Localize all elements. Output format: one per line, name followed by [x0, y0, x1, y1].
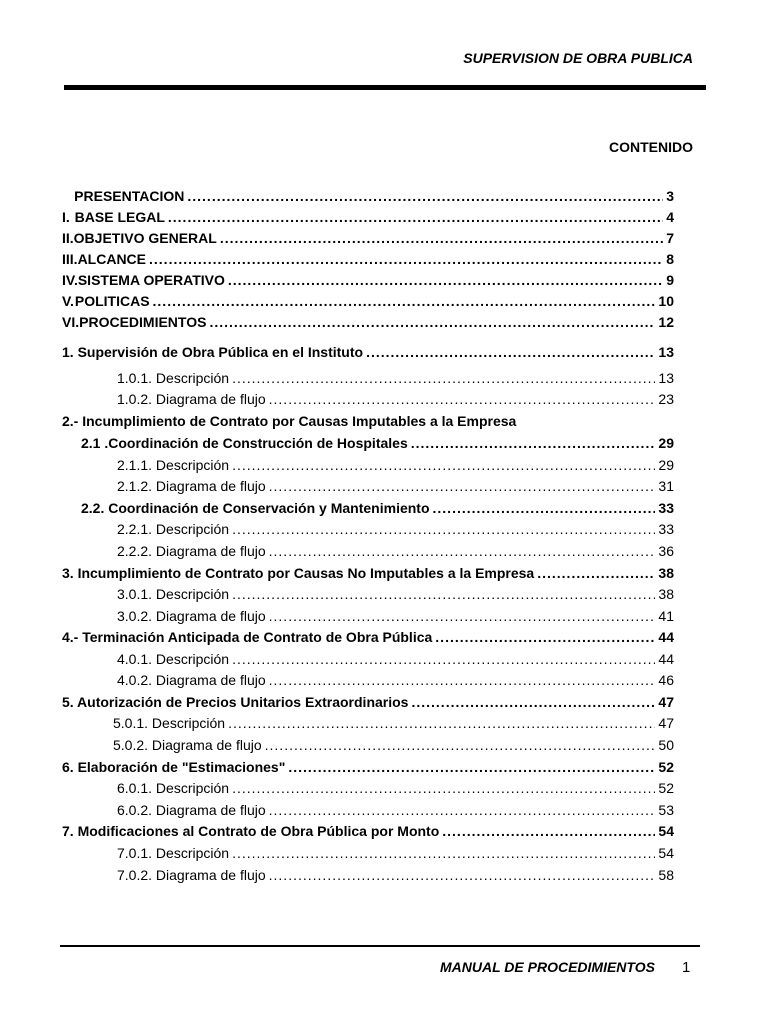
toc-entry[interactable]	[117, 584, 674, 604]
toc-entry[interactable]	[62, 627, 674, 647]
toc-entry-page: 23	[658, 391, 674, 407]
toc-entry[interactable]	[117, 389, 674, 409]
dot-leader	[220, 228, 663, 248]
toc-entry[interactable]	[113, 713, 674, 733]
dot-leader	[232, 455, 655, 475]
toc-entry-label: 3.0.2. Diagrama de flujo	[117, 608, 266, 624]
toc-entry[interactable]	[117, 670, 674, 690]
toc-entry-page: 58	[658, 867, 674, 883]
toc-entry-label: 6.0.1. Descripción	[117, 780, 230, 796]
toc-entry-page: 38	[658, 565, 674, 581]
toc-entry[interactable]	[62, 291, 674, 311]
toc-entry-page: 3	[666, 188, 674, 204]
toc-entry-label: 4.0.1. Descripción	[117, 651, 230, 667]
toc-entry-page: 12	[658, 314, 674, 330]
toc-entry-label: PROCEDIMIENTOS	[79, 314, 207, 330]
toc-entry[interactable]	[62, 228, 674, 248]
header-rule	[64, 85, 706, 90]
dot-leader	[228, 270, 663, 290]
toc-entry-label: 7.0.1. Descripción	[117, 845, 230, 861]
toc-entry-label: 4.- Terminación Anticipada de Contrato de Obra Pública	[62, 629, 433, 645]
toc-entry-label: OBJETIVO GENERAL	[73, 230, 217, 246]
toc-entry[interactable]	[81, 498, 674, 518]
dot-leader	[366, 342, 655, 362]
toc-entry-page: 47	[658, 694, 674, 710]
dot-leader	[187, 186, 663, 206]
toc-entry[interactable]	[117, 865, 674, 885]
toc-entry[interactable]	[117, 606, 674, 626]
toc-entry-label: 2.2.1. Descripción	[117, 521, 230, 537]
toc-entry[interactable]	[62, 411, 674, 431]
dot-leader	[149, 249, 663, 269]
dot-leader	[228, 713, 655, 733]
toc-entry-page: 8	[666, 251, 674, 267]
toc-entry-page: 53	[658, 802, 674, 818]
toc-entry-number: II.	[62, 230, 74, 246]
toc-entry-page: 33	[658, 521, 674, 537]
dot-leader	[537, 563, 655, 583]
toc-entry-page: 33	[658, 500, 674, 516]
toc-entry-number: VI.	[62, 314, 80, 330]
dot-leader	[411, 692, 655, 712]
dot-leader	[269, 541, 656, 561]
toc-entry-label: 2.2.2. Diagrama de flujo	[117, 543, 266, 559]
toc-entry-page: 44	[658, 651, 674, 667]
toc-entry[interactable]	[62, 692, 674, 712]
dot-leader	[288, 757, 655, 777]
toc-entry[interactable]	[62, 821, 674, 841]
toc-entry-page: 41	[658, 608, 674, 624]
dot-leader	[232, 519, 655, 539]
toc-entry-label: 1. Supervisión de Obra Pública en el Instituto	[62, 344, 364, 360]
dot-leader	[232, 584, 655, 604]
toc-entry-label: 2.1.1. Descripción	[117, 457, 230, 473]
toc-entry-label: 2.- Incumplimiento de Contrato por Causas Imputables a la Empresa	[62, 413, 517, 429]
toc-entry-page: 13	[658, 370, 674, 386]
toc-entry-page: 50	[658, 737, 674, 753]
toc-entry-page: 38	[658, 586, 674, 602]
toc-entry-page: 46	[658, 672, 674, 688]
toc-entry-page: 9	[666, 272, 674, 288]
toc-entry-label: 2.2. Coordinación de Conservación y Mantenimiento	[81, 500, 430, 516]
toc-entry-label: 7.0.2. Diagrama de flujo	[117, 867, 266, 883]
dot-leader	[265, 735, 656, 755]
dot-leader	[232, 649, 655, 669]
toc-entry-label: 6.0.2. Diagrama de flujo	[117, 802, 266, 818]
toc-entry-label: 6. Elaboración de "Estimaciones"	[62, 759, 286, 775]
dot-leader	[269, 476, 656, 496]
toc-entry-page: 47	[658, 715, 674, 731]
toc-entry-page: 29	[658, 435, 674, 451]
toc-entry-number: III.	[62, 251, 78, 267]
toc-entry[interactable]	[117, 649, 674, 669]
running-header-title: SUPERVISION DE OBRA PUBLICA	[463, 50, 693, 66]
toc-entry[interactable]	[117, 476, 674, 496]
dot-leader	[435, 627, 655, 647]
dot-leader	[269, 670, 656, 690]
toc-entry[interactable]	[62, 249, 674, 269]
page-number: 1	[682, 959, 691, 976]
toc-entry-label: 1.0.1. Descripción	[117, 370, 230, 386]
toc-entry-page: 4	[666, 209, 674, 225]
dot-leader	[269, 865, 656, 885]
toc-entry-label: ALCANCE	[77, 251, 147, 267]
dot-leader	[269, 389, 656, 409]
toc-entry-label: PRESENTACION	[74, 188, 185, 204]
toc-entry[interactable]	[117, 455, 674, 475]
toc-entry-label: 2.1 .Coordinación de Construcción de Hospitales	[81, 435, 408, 451]
toc-entry[interactable]	[117, 843, 674, 863]
dot-leader	[232, 368, 655, 388]
toc-entry[interactable]	[117, 800, 674, 820]
toc-entry[interactable]	[117, 541, 674, 561]
toc-entry-page: 7	[666, 230, 674, 246]
toc-entry[interactable]	[117, 778, 674, 798]
toc-entry-page: 10	[658, 293, 674, 309]
toc-entry[interactable]	[81, 433, 674, 453]
toc-entry[interactable]	[117, 519, 674, 539]
toc-entry-number: I.	[62, 209, 70, 225]
dot-leader	[269, 606, 656, 626]
toc-entry-label: 2.1.2. Diagrama de flujo	[117, 478, 266, 494]
dot-leader	[168, 207, 663, 227]
toc-entry-label: 3. Incumplimiento de Contrato por Causas No Imputables a la Empresa	[62, 565, 535, 581]
toc-entry-page: 54	[658, 845, 674, 861]
dot-leader	[442, 821, 655, 841]
toc-entry-page: 54	[658, 823, 674, 839]
dot-leader	[269, 800, 656, 820]
toc-entry[interactable]	[117, 368, 674, 388]
dot-leader	[209, 312, 655, 332]
toc-entry-label: 5.0.2. Diagrama de flujo	[113, 737, 262, 753]
toc-entry-page: 52	[658, 759, 674, 775]
toc-entry-page: 31	[658, 478, 674, 494]
toc-entry[interactable]	[113, 735, 674, 755]
toc-entry-label: SISTEMA OPERATIVO	[77, 272, 225, 288]
dot-leader	[153, 291, 656, 311]
toc-entry[interactable]	[62, 563, 674, 583]
dot-leader	[232, 843, 655, 863]
toc-entry-number: IV.	[62, 272, 78, 288]
toc-entry-page: 29	[658, 457, 674, 473]
running-footer-title: MANUAL DE PROCEDIMIENTOS	[440, 959, 655, 975]
dot-leader	[433, 498, 656, 518]
toc-entry[interactable]	[62, 342, 674, 362]
toc-entry-label: 5. Autorización de Precios Unitarios Extraordinarios	[62, 694, 409, 710]
toc-entry[interactable]	[62, 207, 674, 227]
toc-entry[interactable]	[62, 312, 674, 332]
toc-entry-label: 1.0.2. Diagrama de flujo	[117, 391, 266, 407]
toc-entry[interactable]	[62, 757, 674, 777]
toc-entry-number: V.	[62, 293, 74, 309]
footer-rule	[60, 945, 700, 947]
dot-leader	[411, 433, 656, 453]
toc-entry-page: 36	[658, 543, 674, 559]
toc-entry-label: 3.0.1. Descripción	[117, 586, 230, 602]
toc-entry-page: 13	[658, 344, 674, 360]
dot-leader	[232, 778, 655, 798]
toc-entry-label: 4.0.2. Diagrama de flujo	[117, 672, 266, 688]
contents-heading: CONTENIDO	[609, 139, 693, 155]
toc-entry-label: POLITICAS	[74, 293, 150, 309]
toc-entry[interactable]	[62, 270, 674, 290]
toc-entry-page: 44	[658, 629, 674, 645]
toc-entry-label: BASE LEGAL	[74, 209, 165, 225]
toc-entry[interactable]	[62, 186, 674, 206]
toc-entry-page: 52	[658, 780, 674, 796]
toc-entry-label: 5.0.1. Descripción	[113, 715, 226, 731]
toc-entry-label: 7. Modificaciones al Contrato de Obra Pública por Monto	[62, 823, 440, 839]
